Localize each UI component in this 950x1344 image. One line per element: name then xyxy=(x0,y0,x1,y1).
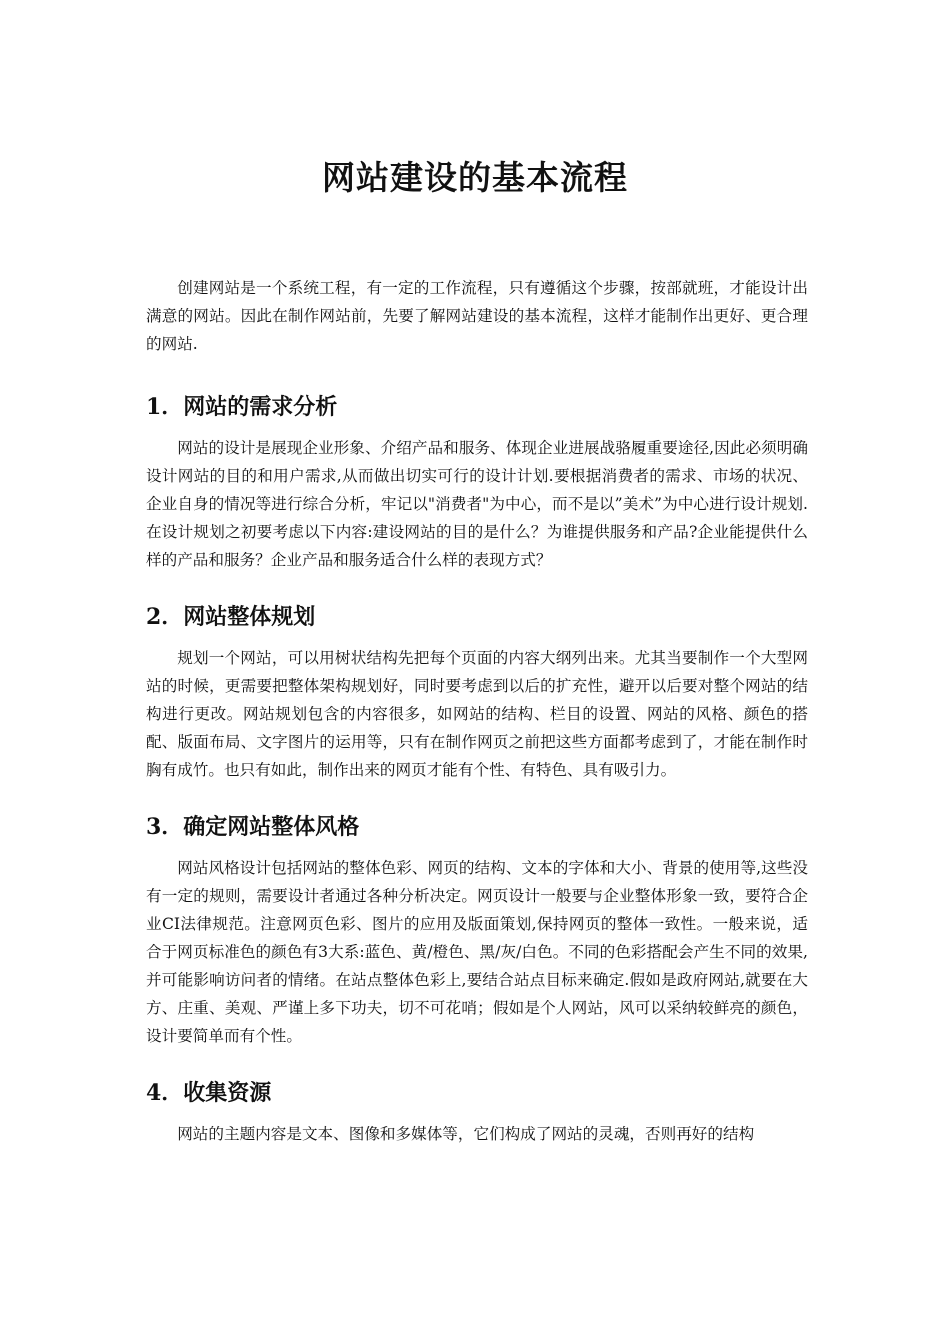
section-body-needs-analysis: 网站的设计是展现企业形象、介绍产品和服务、体现企业进展战骆履重要途径,因此必须明确设计网站的目的和用户需求,从而做出切实可行的设计计划.要根据消费者的需求、市场的状况、企业自身的情况等进行综合分析，牢记以"消费者"为中心，而不是以”美术”为中心进行设计规划.在设计规划之初要考虑以下内容:建设网站的目的是什么？为谁提供服务和产品?企业能提供什么样的产品和服务？企业产品和服务适合什么样的表现方式？ xyxy=(146,439,808,569)
document-title: 网站建设的基本流程 xyxy=(322,158,628,197)
section-heading-needs-analysis: 1．网站的需求分析 xyxy=(146,394,338,420)
section-heading-site-style: 3．确定网站整体风格 xyxy=(146,814,360,840)
intro-paragraph: 创建网站是一个系统工程，有一定的工作流程，只有遵循这个步骤，按部就班，才能设计出满意的网站。因此在制作网站前，先要了解网站建设的基本流程，这样才能制作出更好、更合理的网站. xyxy=(146,279,808,353)
section-body-collect-resources: 网站的主题内容是文本、图像和多媒体等，它们构成了网站的灵魂，否则再好的结构 xyxy=(177,1125,755,1143)
section-body-site-style: 网站风格设计包括网站的整体色彩、网页的结构、文本的字体和大小、背景的使用等,这些没有一定的规则，需要设计者通过各种分析决定。网页设计一般要与企业整体形象一致，要符合企业CI法律规范。注意网页色彩、图片的应用及版面策划,保持网页的整体一致性。一般来说，适合于网页标准色的颜色有3大系:蓝色、黄/橙色、黑/灰/白色。不同的色彩搭配会产生不同的效果,并可能影响访问者的情绪。在站点整体色彩上,要结合站点目标来确定.假如是政府网站,就要在大方、庄重、美观、严谨上多下功夫，切不可花哨；假如是个人网站，风可以采纳较鲜亮的颜色，设计要简单而有个性。 xyxy=(146,859,808,1045)
document-body xyxy=(146,274,808,1148)
section-heading-collect-resources: 4．收集资源 xyxy=(146,1080,272,1106)
section-heading-overall-planning: 2．网站整体规划 xyxy=(146,604,316,630)
section-body-overall-planning: 规划一个网站，可以用树状结构先把每个页面的内容大纲列出来。尤其当要制作一个大型网站的时候，更需要把整体架构规划好，同时要考虑到以后的扩充性，避开以后要对整个网站的结构进行更改。网站规划包含的内容很多，如网站的结构、栏目的设置、网站的风格、颜色的搭配、版面布局、文字图片的运用等，只有在制作网页之前把这些方面都考虑到了，才能在制作时胸有成竹。也只有如此，制作出来的网页才能有个性、有特色、具有吸引力。 xyxy=(146,649,808,779)
